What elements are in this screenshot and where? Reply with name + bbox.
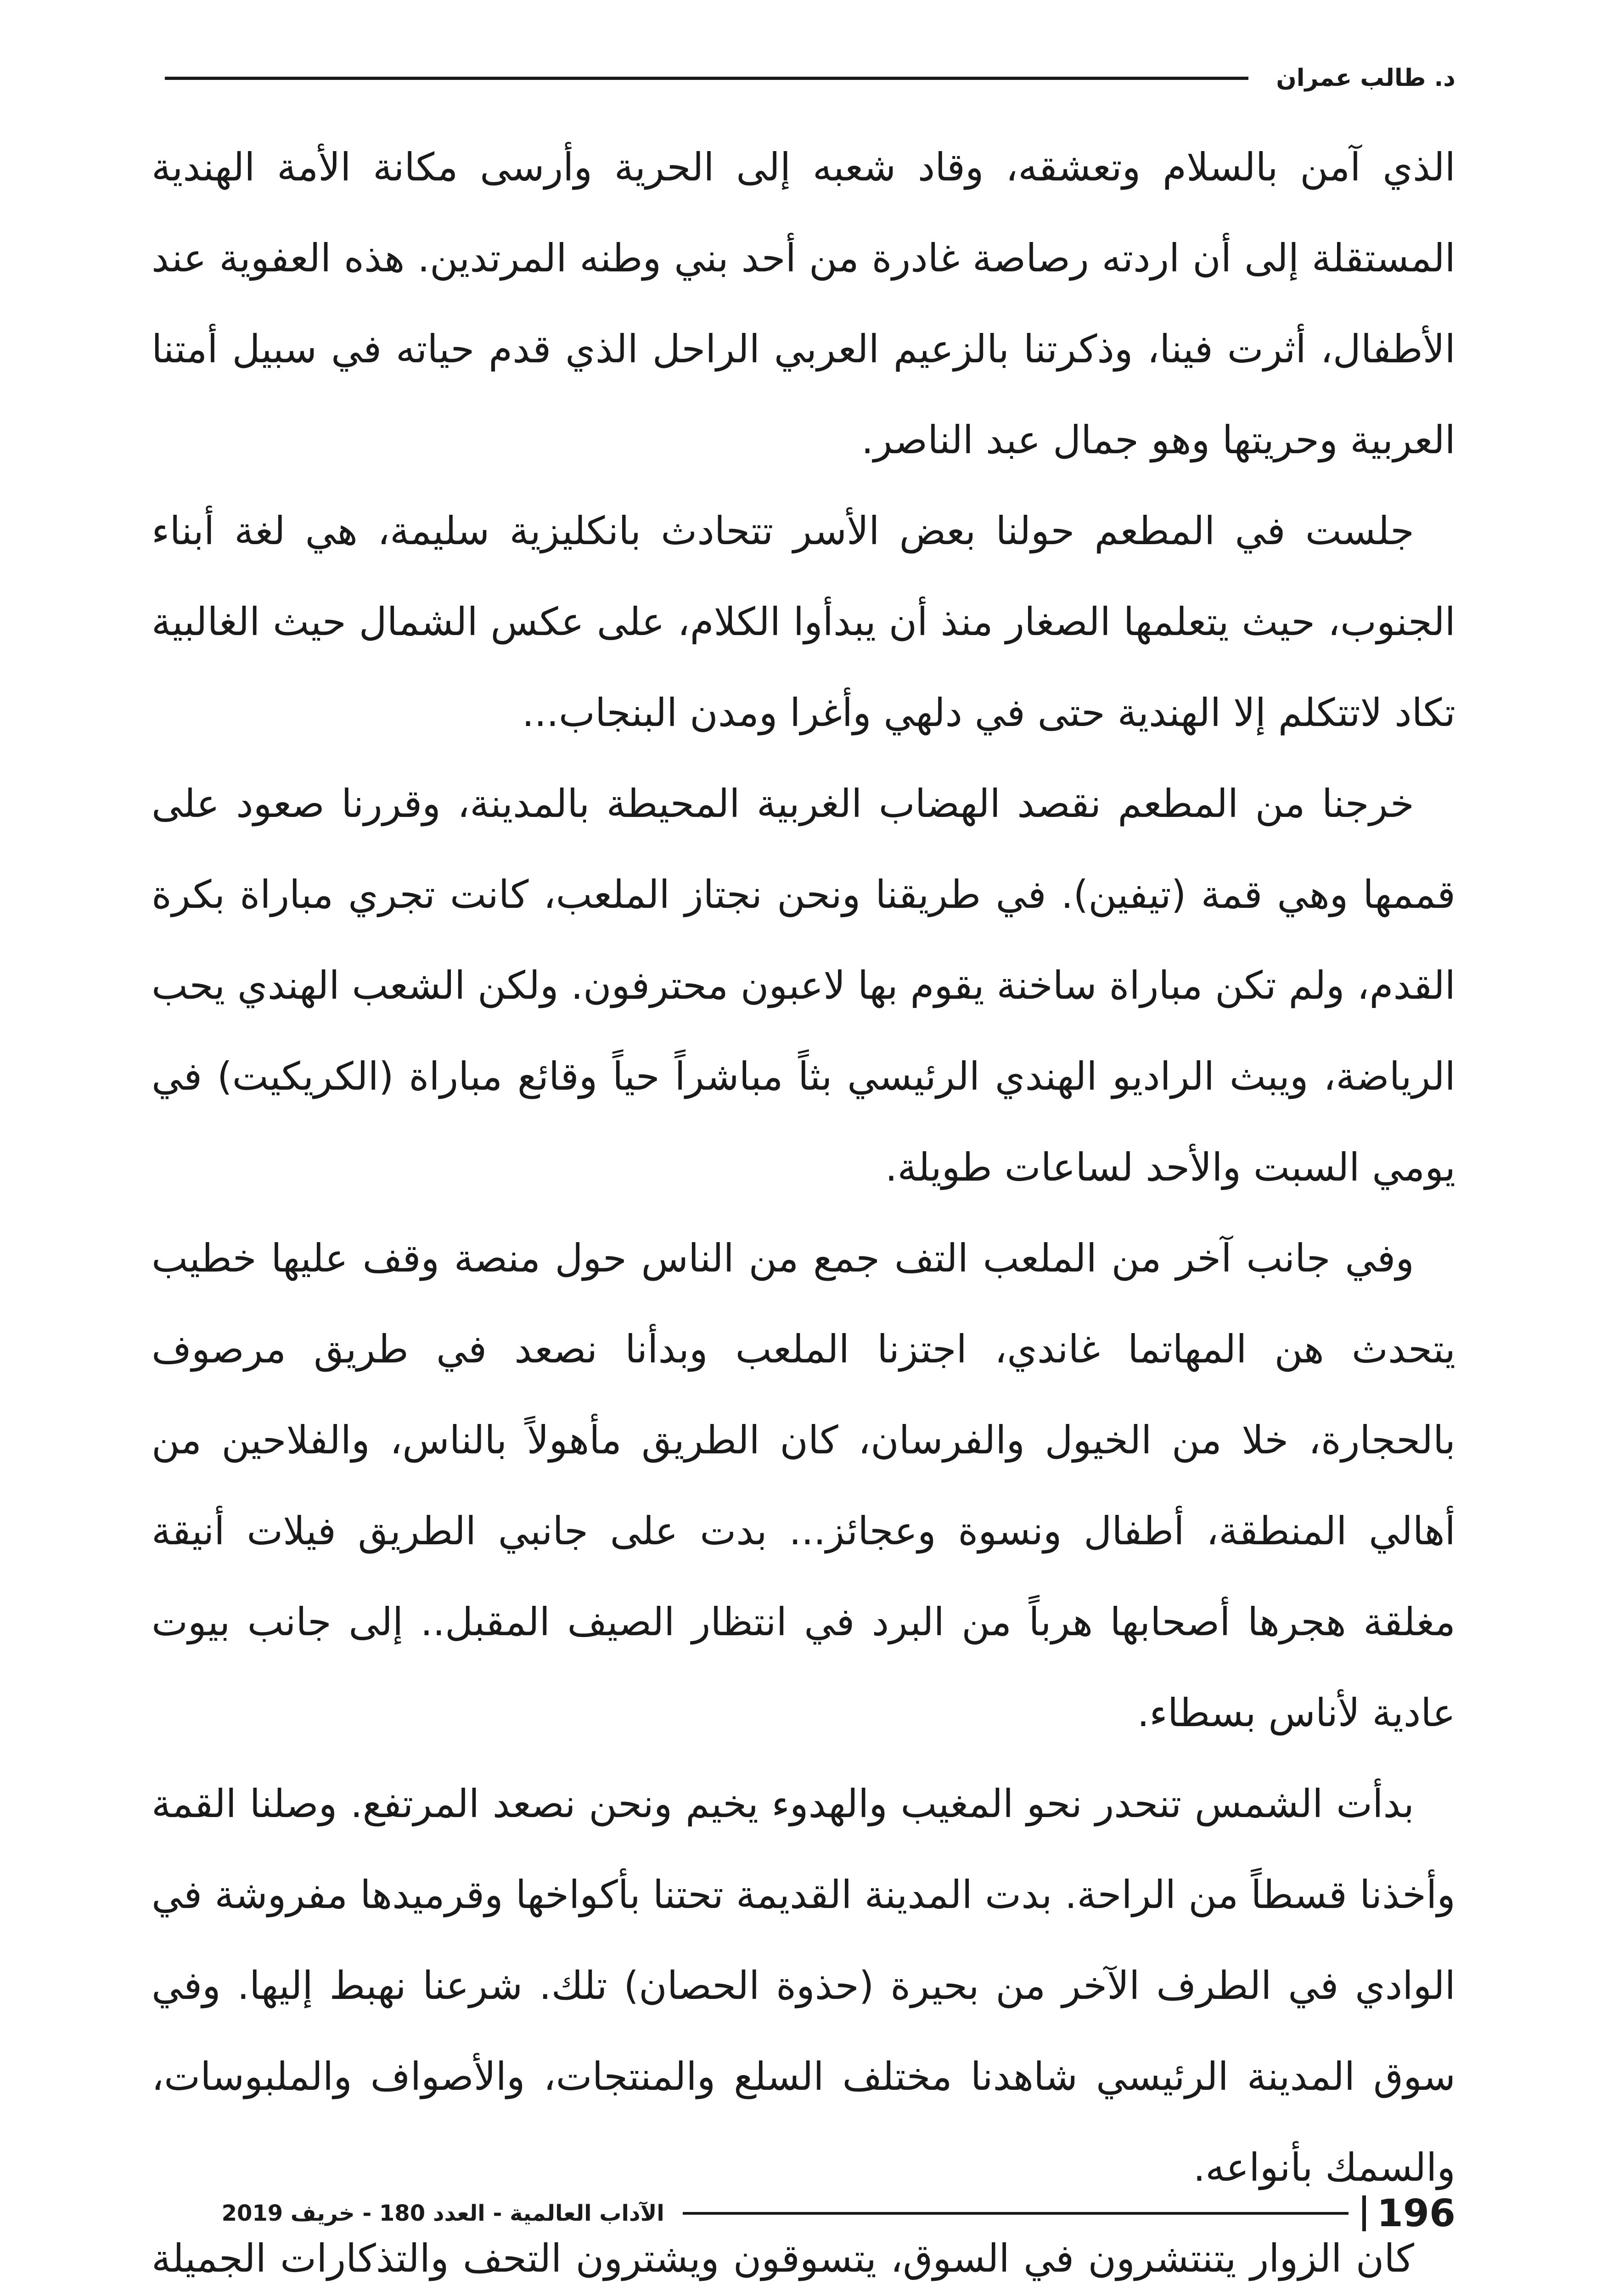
- paragraph-2: جلست في المطعم حولنا بعض الأسر تتحادث بانكليزية سليمة، هي لغة أبناء الجنوب، حيث يتعلمها الصغار منذ أن يبدأوا الكلام، على عكس الشمال حيث الغالبية تكاد لاتتكلم إلا الهندية حتى في دلهي وأغرا ومدن البنجاب...: [152, 508, 1455, 735]
- paragraph-6: كان الزوار يتنتشرون في السوق، يتسوقون ويشترون التحف والتذكارات الجميلة: [152, 2236, 1414, 2281]
- footer-separator-bar: [1362, 2195, 1366, 2231]
- paragraph-5: بدأت الشمس تنحدر نحو المغيب والهدوء يخيم ونحن نصعد المرتفع. وصلنا القمة وأخذنا قسطاً من الراحة. بدت المدينة القديمة تحتنا بأكواخها وقرميدها مفروشة في الوادي في الطرف الآخر من بحيرة (حذوة الحصان) تلك. شرعنا نهبط إليها. وفي سوق المدينة الرئيسي شاهدنا مختلف السلع والمنتجات، والأصواف والملبوسات، والسمك بأنواعه.: [152, 1781, 1455, 2190]
- article-body: [152, 122, 1455, 2296]
- publication-info: الآداب العالمية - العدد 180 - خريف 2019: [221, 2200, 664, 2226]
- paragraph-4: وفي جانب آخر من الملعب التف جمع من الناس حول منصة وقف عليها خطيب يتحدث هن المهاتما غاندي، اجتزنا الملعب وبدأنا نصعد في طريق مرصوف بالحجارة، خلا من الخيول والفرسان، كان الطريق مأهولاً بالناس، والفلاحين من أهالي المنطقة، أطفال ونسوة وعجائز... بدت على جانبي الطريق فيلات أنيقة مغلقة هجرها أصحابها هرباً من البرد في انتظار الصيف المقبل.. إلى جانب بيوت عادية لأناس بسطاء.: [152, 1236, 1455, 1735]
- header-author: د. طالب عمران: [1276, 64, 1455, 92]
- footer-rule: [683, 2212, 1349, 2215]
- paragraph-1: الذي آمن بالسلام وتعشقه، وقاد شعبه إلى الحرية وأرسى مكانة الأمة الهندية المستقلة إلى أن اردته رصاصة غادرة من أحد بني وطنه المرتدين. هذه العفوية عند الأطفال، أثرت فينا، وذكرتنا بالزعيم العربي الراحل الذي قدم حياته في سبيل أمتنا العربية وحريتها وهو جمال عبد الناصر.: [152, 145, 1455, 462]
- running-header: [152, 53, 1455, 103]
- paragraph-3: خرجنا من المطعم نقصد الهضاب الغربية المحيطة بالمدينة، وقررنا صعود على قممها وهي قمة (تيفين). في طريقنا ونحن نجتاز الملعب، كانت تجري مباراة بكرة القدم، ولم تكن مباراة ساخنة يقوم بها لاعبون محترفون. ولكن الشعب الهندي يحب الرياضة، ويبث الراديو الهندي الرئيسي بثاً مباشراً حياً وقائع مباراة (الكريكيت) في يومي السبت والأحد لساعات طويلة.: [152, 781, 1455, 1190]
- page-footer: [152, 2188, 1455, 2239]
- page-number: 196: [1377, 2191, 1455, 2235]
- header-rule: [165, 77, 1248, 80]
